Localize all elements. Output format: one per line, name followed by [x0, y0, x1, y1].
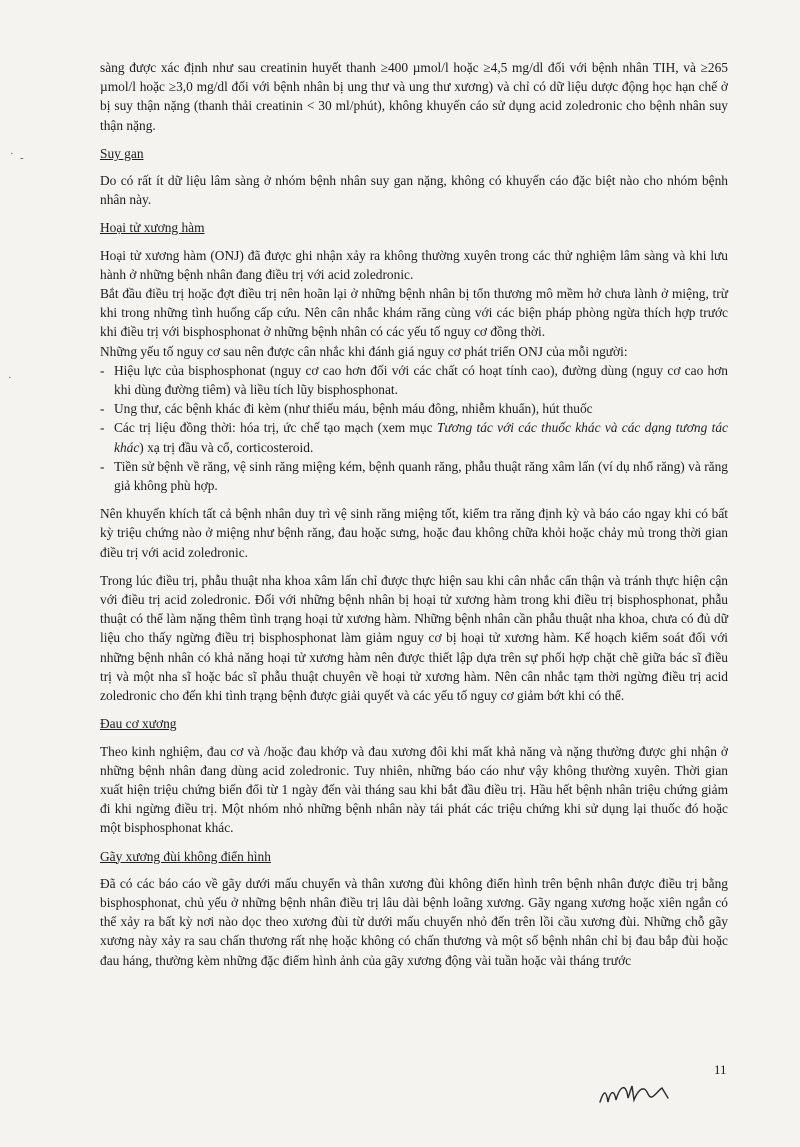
document-body — [100, 58, 728, 979]
paragraph-suy-gan: Do có rất ít dữ liệu lâm sàng ở nhóm bệnh nhân suy gan nặng, không có khuyến cáo đặc biệt nào cho nhóm bệnh nhân này. — [100, 173, 728, 208]
paragraph-onj-4: Nên khuyến khích tất cả bệnh nhân duy trì vệ sinh răng miệng tốt, kiểm tra răng định kỳ và báo cáo ngay khi có bất kỳ triệu chứng nào ở miệng như bệnh răng, đau hoặc sưng, hoặc đau không chữa khỏi hoặc chảy mủ trong thời gian điều trị với acid zoledronic. — [100, 506, 728, 560]
margin-mark: - — [20, 152, 24, 164]
list-item: - Ung thư, các bệnh khác đi kèm (như thiếu máu, bệnh máu đông, nhiễm khuẩn), hút thuốc — [100, 401, 593, 417]
paragraph-onj-2: Bắt đầu điều trị hoặc đợt điều trị nên hoãn lại ở những bệnh nhân bị tổn thương mô mềm hở chưa lành ở miệng, trừ khi trong những tình huống cấp cứu. Nên cân nhắc khám răng cùng với các biện pháp phòng ngừa thích hợp trước khi điều trị với bisphosphonat ở những bệnh nhân có các yếu tố nguy cơ đồng thời. — [100, 286, 728, 340]
paragraph-gay-xuong-dui: Đã có các báo cáo về gãy dưới mấu chuyển và thân xương đùi không điển hình trên bệnh nhân được điều trị bằng bisphosphonat, chủ yếu ở những bệnh nhân điều trị lâu dài bệnh loãng xương. Gãy ngang xương hoặc xiên ngắn có thể xảy ra bất kỳ nơi nào dọc theo xương đùi từ dưới mấu chuyển nhỏ đến trên lồi cầu xương đùi. Những chỗ gãy xương này xảy ra sau chấn thương rất nhẹ hoặc không có chấn thương và một số bệnh nhân chỉ bị đau bắp đùi hoặc đau háng, thường kèm những đặc điểm hình ảnh của gãy xương động vài tuần hoặc vài tháng trước — [100, 875, 728, 968]
paragraph-onj-3: Những yếu tố nguy cơ sau nên được cân nhắc khi đánh giá nguy cơ phát triển ONJ của mỗi người: — [100, 343, 628, 359]
list-item: - Các trị liệu đồng thời: hóa trị, ức chế tạo mạch (xem mục Tương tác với các thuốc khác và các dạng tương tác khác) xạ trị đầu và cổ, corticosteroid. — [100, 420, 728, 455]
heading-suy-gan: Suy gan — [100, 145, 144, 161]
paragraph-onj-1: Hoại tử xương hàm (ONJ) đã được ghi nhận xảy ra không thường xuyên trong các thử nghiệm lâm sàng và khi lưu hành ở những bệnh nhân đang điều trị với acid zoledronic. — [100, 247, 728, 282]
list-item: - Tiền sử bệnh về răng, vệ sinh răng miệng kém, bệnh quanh răng, phẫu thuật răng xâm lấn (ví dụ nhổ răng) và răng giả không phù hợp. — [100, 458, 728, 494]
margin-mark: · — [10, 148, 14, 160]
margin-mark: · — [8, 372, 12, 384]
heading-hoai-tu-xuong-ham: Hoại tử xương hàm — [100, 220, 205, 236]
heading-gay-xuong-dui: Gãy xương đùi không điển hình — [100, 848, 271, 864]
paragraph-onj-5: Trong lúc điều trị, phẫu thuật nha khoa xâm lấn chỉ được thực hiện sau khi cân nhắc cẩn thận và tránh thực hiện cận với điều trị acid zoledronic. Đối với những bệnh nhân bị hoại tử xương hàm trong khi điều trị bisphosphonat, phẫu thuật có thể làm nặng thêm tình trạng hoại tử xương hàm. Những bệnh nhân cần phẫu thuật nha khoa, chưa có đủ dữ liệu cho thấy ngừng điều trị bisphosphonat làm giảm nguy cơ bị hoại tử xương hàm. Kế hoạch kiểm soát đối với những bệnh nhân có khả năng hoại tử xương hàm nên được thiết lập dựa trên sự phối hợp chặt chẽ giữa bác sĩ điều trị và một nha sĩ hoặc bác sĩ phẫu thuật chuyên về hoại tử xương hàm. Nên cân nhắc tạm thời ngừng điều trị acid zoledronic cho đến khi tình trạng bệnh được giải quyết và các yếu tố nguy cơ giảm bớt khi có thể. — [100, 572, 728, 704]
cross-reference: Tương tác với các thuốc khác và các dạng tương tác khác — [114, 420, 728, 455]
risk-factor-list — [100, 361, 728, 495]
paragraph-dau-co-xuong: Theo kinh nghiệm, đau cơ và /hoặc đau khớp và đau xương đôi khi mất khả năng và nặng thường được ghi nhận ở những bệnh nhân đang dùng acid zoledronic. Tuy nhiên, những báo cáo như vậy không thường xuyên. Thời gian xuất hiện triệu chứng biến đổi từ 1 ngày đến vài tháng sau khi bắt đầu điều trị. Hầu hết bệnh nhân triệu chứng giảm đi khi ngừng điều trị. Một nhóm nhỏ những bệnh nhân này tái phát các triệu chứng khi sử dụng lại thuốc đó hoặc một bisphosphonat khác. — [100, 743, 728, 836]
page-number: 11 — [714, 1062, 727, 1077]
heading-dau-co-xuong: Đau cơ xương — [100, 716, 177, 732]
paragraph-renal: sàng được xác định như sau creatinin huyết thanh ≥400 µmol/l hoặc ≥4,5 mg/dl đối với bệnh nhân TIH, và ≥265 µmol/l hoặc ≥3,0 mg/dl đối với bệnh nhân bị ung thư và ung thư xương) và chỉ có dữ liệu dược động học hạn chế ở bị suy thận nặng (thanh thải creatinin < 30 ml/phút), không khuyến cáo sử dụng acid zoledronic cho bệnh nhân suy thận nặng. — [100, 60, 728, 133]
handwritten-signature — [596, 1072, 676, 1112]
list-item: - Hiệu lực của bisphosphonat (nguy cơ cao hơn đối với các chất có hoạt tính cao), đường dùng (nguy cơ cao hơn khi dùng đường tiêm) và liều tích lũy bisphosphonat. — [100, 362, 728, 398]
